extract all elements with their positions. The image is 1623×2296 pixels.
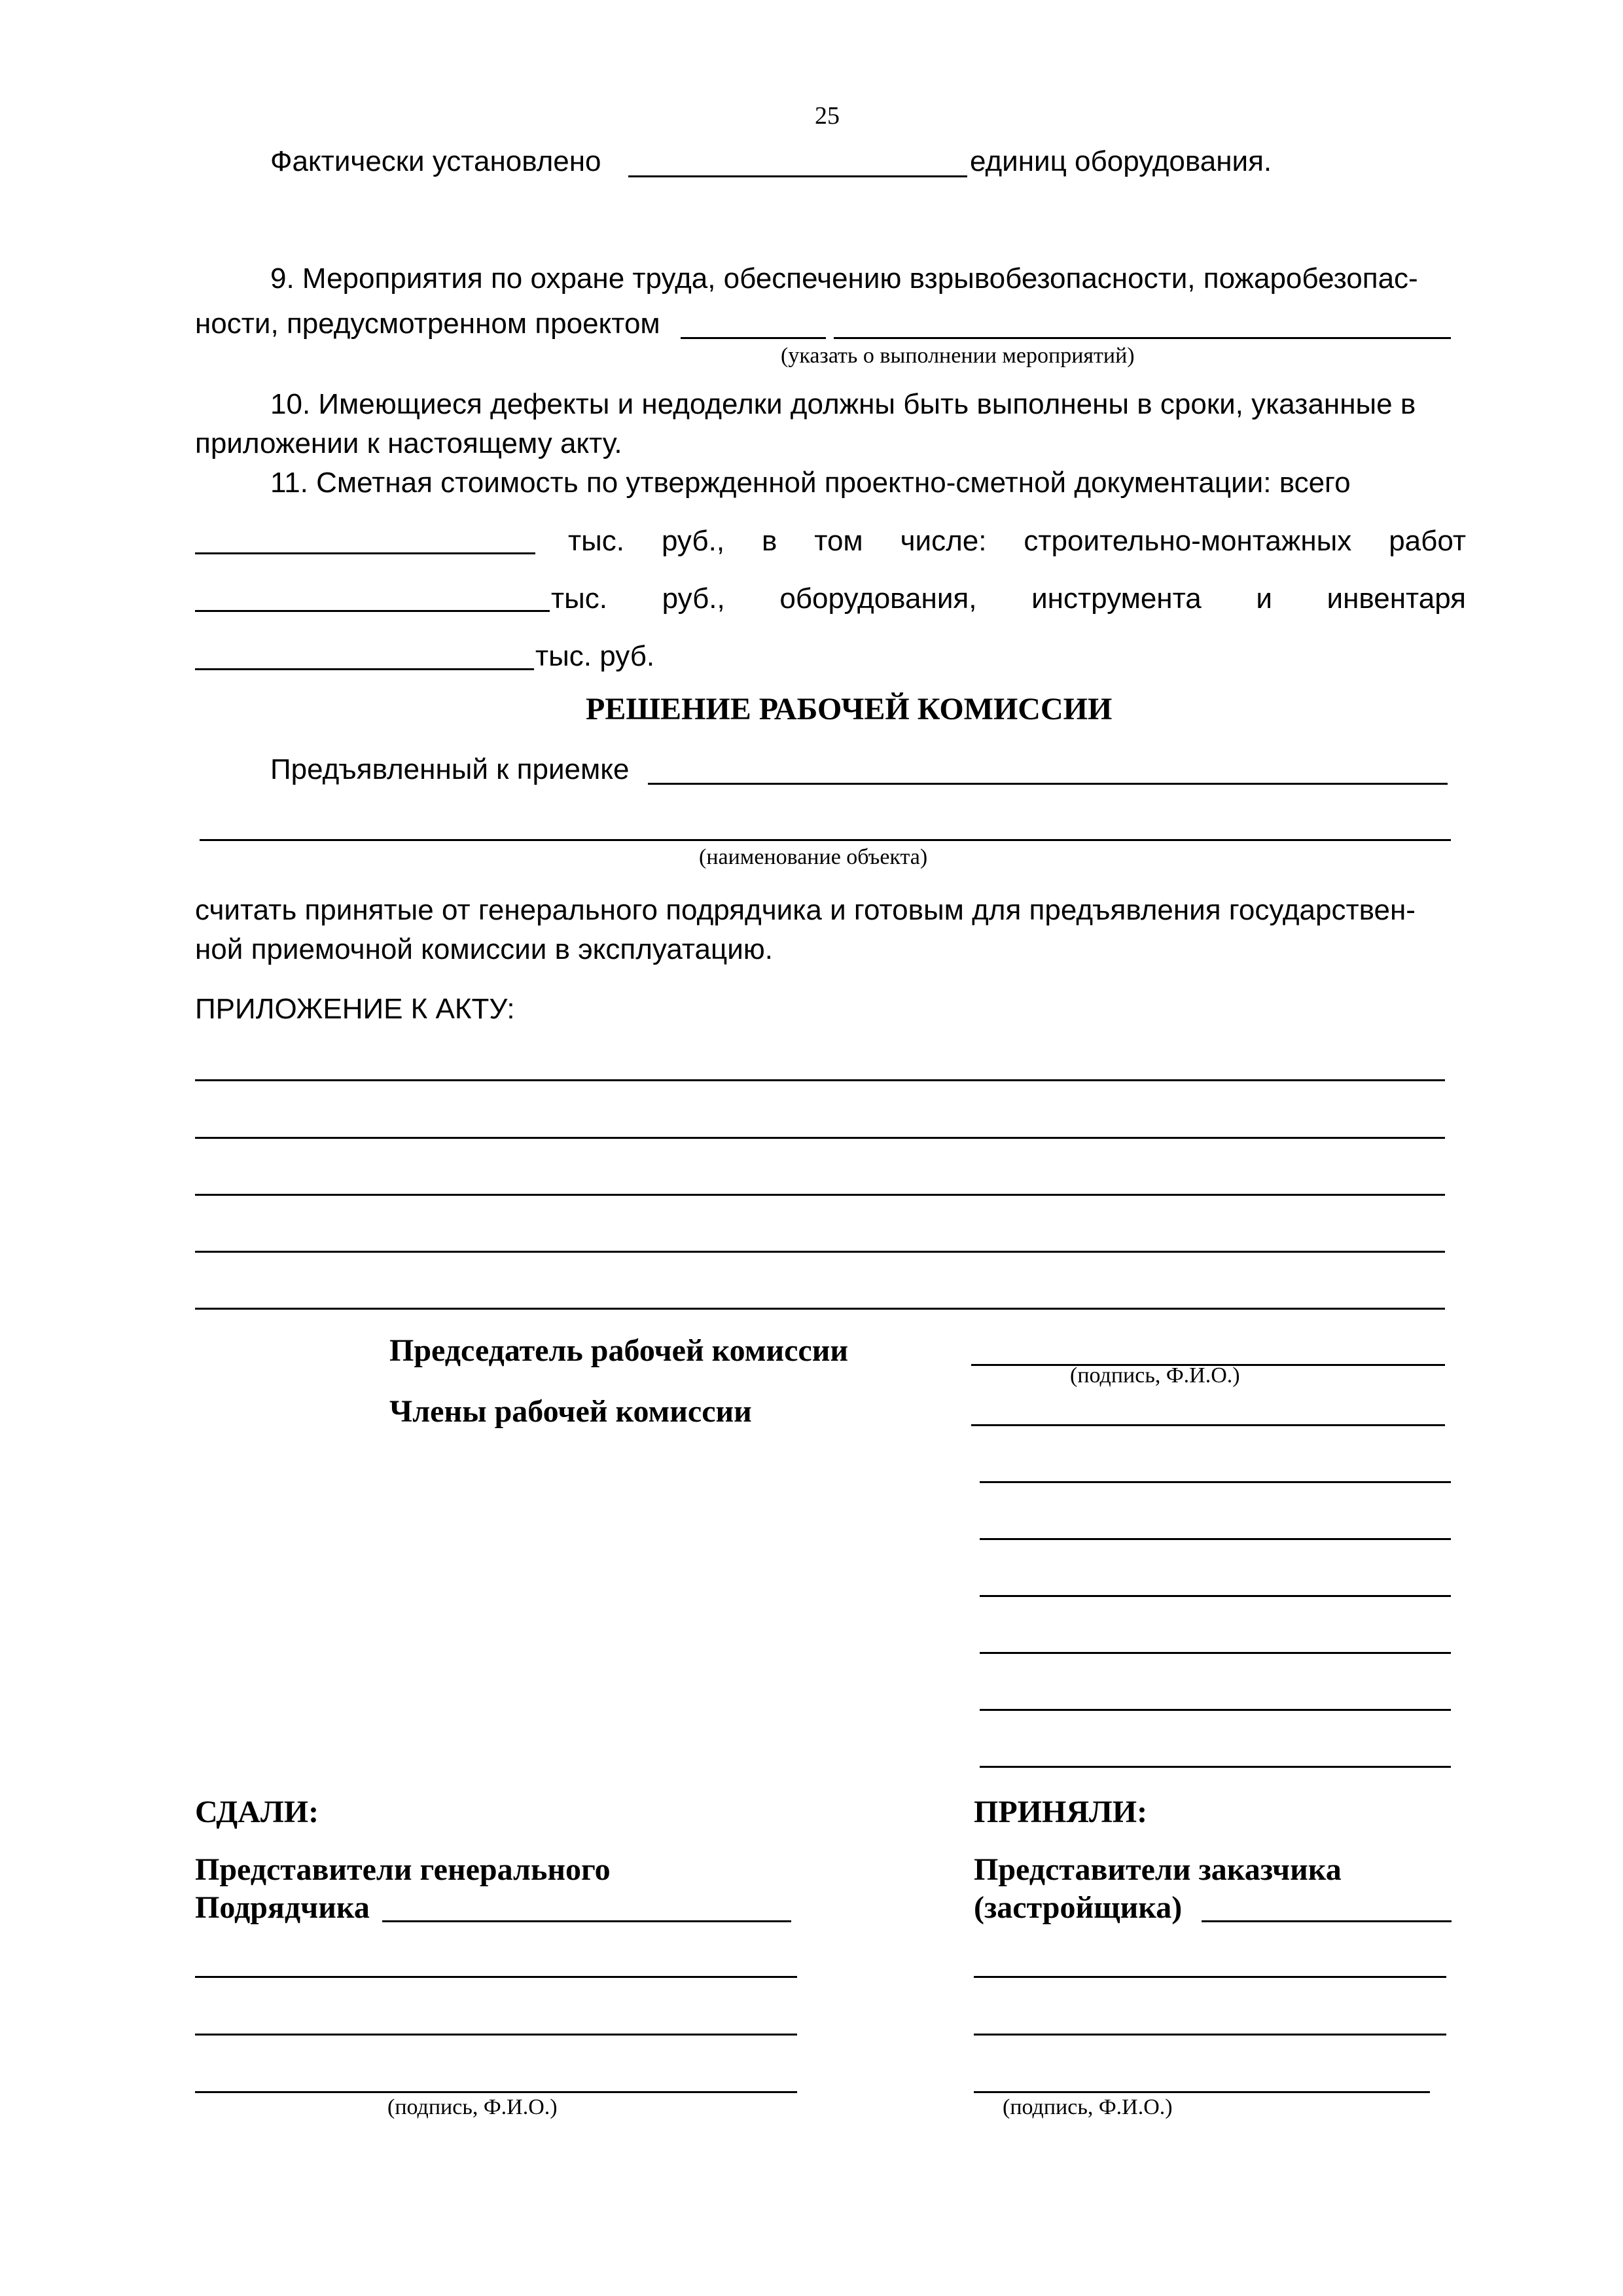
row1-word: руб., [661, 525, 725, 557]
presented-label: Предъявленный к приемке [270, 753, 630, 785]
row2-word: оборудования, [779, 583, 977, 615]
customer-caption: (подпись, Ф.И.О.) [1003, 2095, 1173, 2119]
member-signature-field[interactable] [980, 1481, 1451, 1483]
item9-field-long[interactable] [834, 337, 1451, 339]
customer-signature-field[interactable] [974, 2091, 1430, 2093]
appendix-line[interactable] [195, 1079, 1445, 1081]
contractor-signature-field[interactable] [195, 2034, 797, 2036]
item11-row2 [551, 584, 1466, 613]
row1-word: строительно-монтажных [1024, 525, 1352, 557]
object-name-field[interactable] [200, 839, 1451, 841]
row1-word: тыс. [568, 525, 625, 557]
item10-line1: 10. Имеющиеся дефекты и недоделки должны быть выполнены в сроки, указанные в [270, 388, 1416, 420]
installed-count-field[interactable] [628, 175, 967, 177]
accepted-heading: ПРИНЯЛИ: [974, 1795, 1148, 1829]
object-caption: (наименование объекта) [699, 845, 928, 869]
conclusion-line2: ной приемочной комиссии в эксплуатацию. [195, 933, 774, 965]
contractor-reps-line1: Представители генерального [195, 1852, 611, 1887]
row2-word: инвентаря [1327, 583, 1466, 615]
contractor-signature-field[interactable] [382, 1920, 791, 1922]
row2-word: тыс. [551, 583, 608, 615]
customer-signature-field[interactable] [1202, 1920, 1452, 1922]
construction-cost-field[interactable] [195, 610, 550, 612]
conclusion-line1: считать принятые от генерального подрядчика и готовым для предъявления государствен- [195, 894, 1416, 926]
handed-over-heading: СДАЛИ: [195, 1795, 319, 1829]
members-label: Члены рабочей комиссии [389, 1394, 752, 1429]
appendix-line[interactable] [195, 1137, 1445, 1139]
installed-label: Фактически установлено [270, 145, 601, 177]
page-number: 25 [815, 102, 840, 130]
chairman-caption: (подпись, Ф.И.О.) [1070, 1363, 1240, 1388]
member-signature-field[interactable] [980, 1766, 1451, 1768]
customer-reps-line1: Представители заказчика [974, 1852, 1342, 1887]
installed-suffix: единиц оборудования. [970, 145, 1272, 177]
row1-word: в [761, 525, 777, 557]
item10-line2: приложении к настоящему акту. [195, 427, 622, 459]
member-signature-field[interactable] [980, 1538, 1451, 1540]
row1-word: работ [1389, 525, 1466, 557]
member-signature-field[interactable] [980, 1595, 1451, 1597]
contractor-signature-field[interactable] [195, 2091, 797, 2093]
row2-word: и [1256, 583, 1272, 615]
customer-reps-line2: (застройщика) [974, 1890, 1183, 1925]
chairman-label: Председатель рабочей комиссии [389, 1333, 849, 1368]
item9-line2: ности, предусмотренном проектом [195, 308, 660, 340]
item9-line1: 9. Мероприятия по охране труда, обеспечению взрывобезопасности, пожаробезопас- [270, 262, 1418, 295]
appendix-line[interactable] [195, 1308, 1445, 1310]
customer-signature-field[interactable] [974, 1976, 1446, 1978]
contractor-caption: (подпись, Ф.И.О.) [387, 2095, 558, 2119]
row2-word: руб., [662, 583, 725, 615]
decision-heading: РЕШЕНИЕ РАБОЧЕЙ КОМИССИИ [586, 692, 1113, 726]
item9-field-short[interactable] [681, 337, 826, 339]
item11-row1 [568, 527, 1466, 556]
row1-word: том [814, 525, 863, 557]
item11-row3-suffix: тыс. руб. [535, 640, 655, 672]
appendix-line[interactable] [195, 1194, 1445, 1196]
row2-word: инструмента [1031, 583, 1202, 615]
customer-signature-field[interactable] [974, 2034, 1446, 2036]
appendix-line[interactable] [195, 1251, 1445, 1253]
row1-word: числе: [900, 525, 987, 557]
contractor-reps-line2: Подрядчика [195, 1890, 370, 1925]
presented-object-field[interactable] [648, 783, 1448, 785]
member-signature-field[interactable] [971, 1424, 1445, 1426]
member-signature-field[interactable] [980, 1709, 1451, 1711]
appendix-label: ПРИЛОЖЕНИЕ К АКТУ: [195, 993, 515, 1025]
member-signature-field[interactable] [980, 1652, 1451, 1654]
total-cost-field[interactable] [195, 552, 535, 554]
equipment-cost-field[interactable] [195, 668, 534, 670]
contractor-signature-field[interactable] [195, 1976, 797, 1978]
item11-line1: 11. Сметная стоимость по утвержденной проектно-сметной документации: всего [270, 467, 1351, 499]
item9-caption: (указать о выполнении мероприятий) [781, 344, 1135, 368]
